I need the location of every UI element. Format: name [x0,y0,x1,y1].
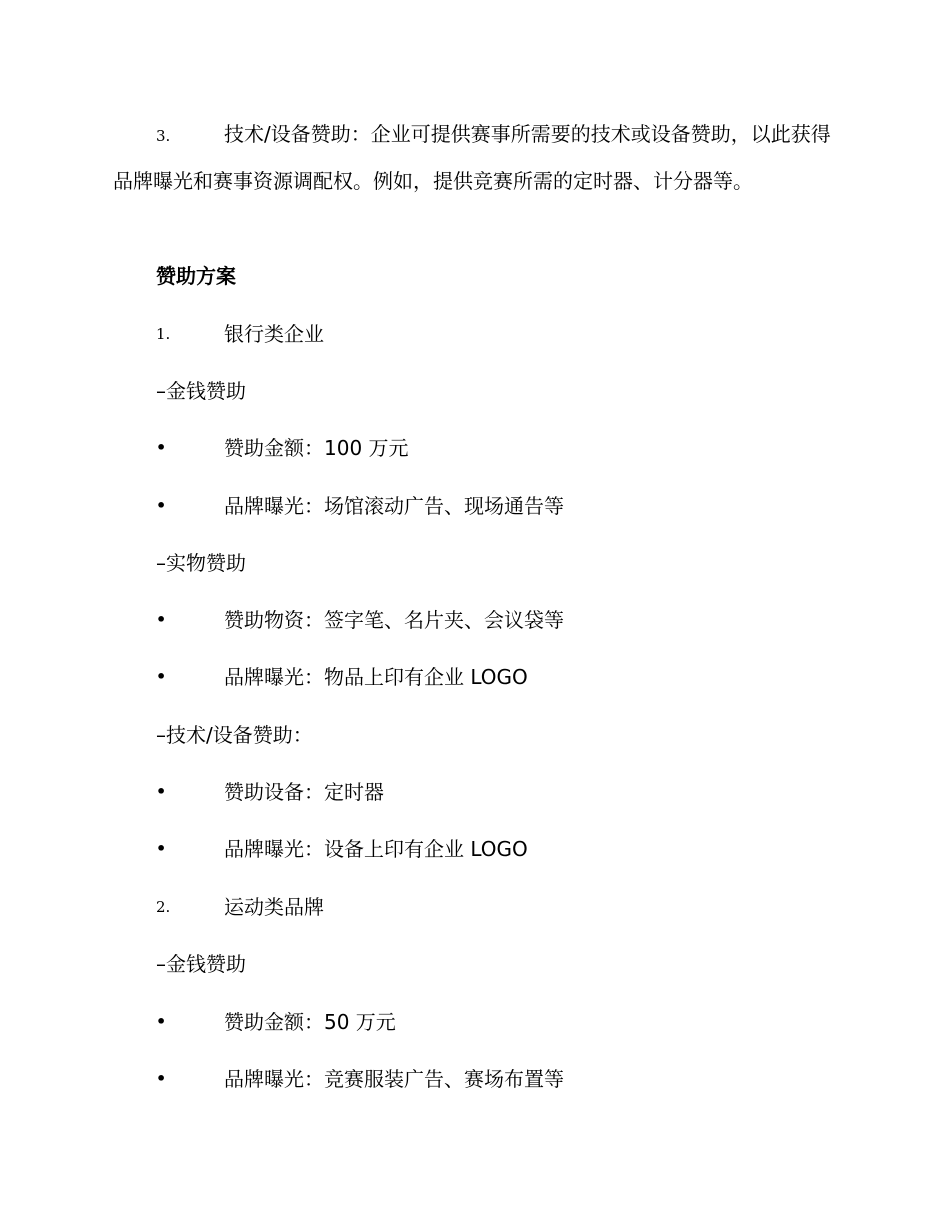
intro-text: 技术/设备赞助：企业可提供赛事所需要的技术或设备赞助，以此获得品牌曝光和赛事资源调配权。例如，提供竞赛所需的定时器、计分器等。 [113,122,831,193]
bullet-text: 品牌曝光：设备上印有企业 LOGO [224,837,528,861]
bullet-text: 品牌曝光：竞赛服装广告、赛场布置等 [224,1067,564,1091]
bullet-icon: • [156,496,167,515]
intro-number: 3. [156,127,171,145]
list-number: 1. [156,325,171,343]
bullet-icon: • [156,1069,167,1088]
list-item-title: 运动类品牌 [224,895,324,919]
bullet-icon: • [156,839,167,858]
bullet-icon: • [156,610,167,629]
bullet-icon: • [156,438,167,457]
bullet-text: 赞助物资：签字笔、名片夹、会议袋等 [224,608,564,632]
list-item-title: 银行类企业 [224,322,324,346]
section-title: 赞助方案 [156,264,236,288]
subheading-goods: –实物赞助 [156,551,246,575]
bullet-text: 品牌曝光：物品上印有企业 LOGO [224,665,528,689]
bullet-text: 赞助金额：50 万元 [224,1010,396,1034]
bullet-text: 品牌曝光：场馆滚动广告、现场通告等 [224,494,564,518]
bullet-icon: • [156,1012,167,1031]
list-number: 2. [156,898,171,916]
bullet-text: 赞助设备：定时器 [224,780,384,804]
bullet-icon: • [156,667,167,686]
subheading-tech: –技术/设备赞助： [156,723,313,747]
bullet-text: 赞助金额：100 万元 [224,436,409,460]
intro-paragraph [113,112,838,204]
bullet-icon: • [156,782,167,801]
subheading-money: –金钱赞助 [156,379,246,403]
subheading-money: –金钱赞助 [156,952,246,976]
